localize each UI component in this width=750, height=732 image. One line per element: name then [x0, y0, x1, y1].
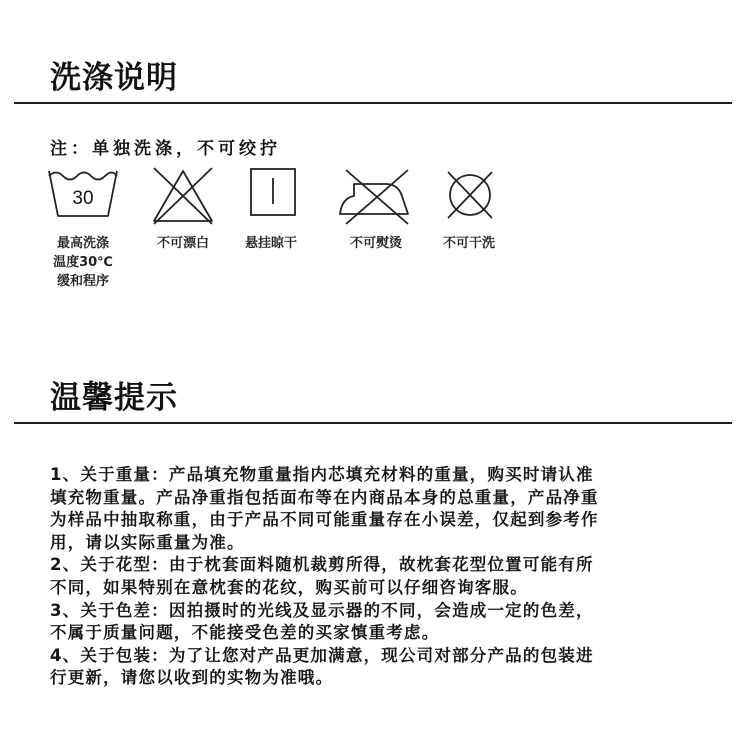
tips-line: 1、关于重量：产品填充物重量指内芯填充材料的重量，购买时请认准 — [50, 465, 594, 484]
hang-dry-icon — [248, 166, 298, 220]
caption-line: 温度30℃ — [53, 255, 113, 270]
tips-line: 用，请以实际重量为准。 — [50, 532, 245, 552]
tips-line: 2、关于花型：由于枕套面料随机裁剪所得，故枕套花型位置可能有所 — [50, 555, 594, 575]
tips-line: 3、关于色差：因拍摄时的光线及显示器的不同，会造成一定的色差， — [50, 600, 594, 620]
caption-line: 不可漂白 — [156, 236, 209, 251]
no-iron-icon — [334, 166, 418, 226]
care-note: 注：单独洗涤，不可绞拧 — [50, 139, 281, 159]
care-section-divider — [14, 102, 732, 104]
no-dry-clean-caption — [430, 234, 508, 253]
no-dry-clean-icon — [440, 166, 500, 226]
tips-line: 填充物重量。产品净重指包括面布等在内商品本身的总重量，产品净重 — [50, 487, 599, 507]
caption-line: 不可熨烫 — [349, 236, 402, 251]
caption-line: 不可干洗 — [442, 236, 495, 251]
tips-line: 不同，如果特别在意枕套的花纹，购买前可以仔细咨询客服。 — [50, 577, 528, 597]
no-iron-caption — [337, 234, 415, 253]
no-bleach-icon — [148, 166, 218, 226]
caption-line: 最高洗涤 — [56, 236, 109, 251]
hand-wash-caption — [46, 234, 120, 291]
tips-line: 行更新，请您以收到的实物为准哦。 — [50, 668, 334, 688]
caption-line: 缓和程序 — [56, 274, 109, 289]
wash-temp-label: 30 — [72, 188, 94, 209]
tips-body — [50, 464, 710, 690]
hang-dry-caption — [232, 234, 310, 253]
caption-line: 悬挂晾干 — [244, 236, 297, 251]
tips-section-divider — [14, 422, 732, 424]
hand-wash-30-icon — [46, 166, 120, 222]
tips-section-title: 温馨提示 — [50, 380, 178, 416]
care-section-title: 洗涤说明 — [50, 60, 178, 96]
tips-line: 4、关于包装：为了让您对产品更加满意，现公司对部分产品的包装进 — [50, 645, 594, 665]
no-bleach-caption — [145, 234, 221, 253]
tips-line: 为样品中抽取称重，由于产品不同可能重量存在小误差，仅起到参考作 — [50, 510, 599, 530]
tips-line: 不属于质量问题，不能接受色差的买家慎重考虑。 — [50, 623, 440, 643]
